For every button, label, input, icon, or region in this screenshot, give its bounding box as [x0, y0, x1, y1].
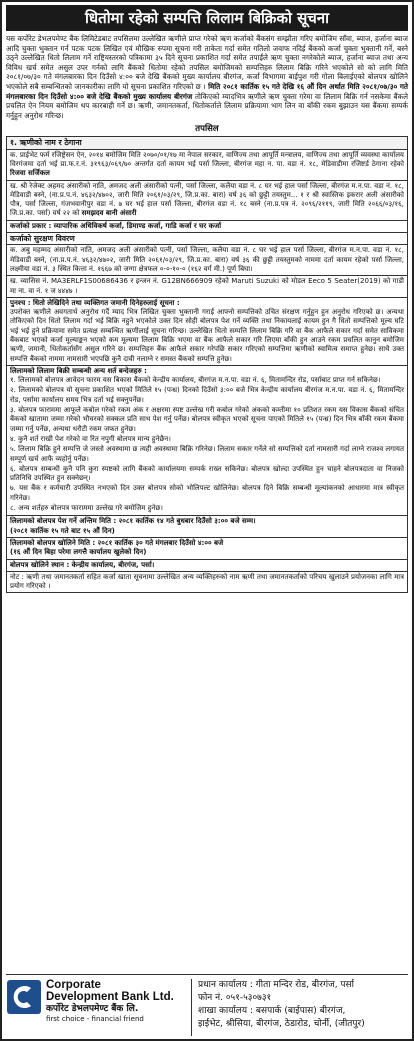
bank-name-np: कर्पोरेट डेभलपमेण्ट बैंक लि. [46, 1004, 139, 1014]
term-item: ४. कुनै शर्त राखी पेश गरेको वा रित नपुगी बोलपत्र मान्य हुनेछैन। [10, 434, 171, 443]
tapsil-table [6, 136, 408, 593]
term-item: ५. लिलाम बिक्रि हुने सम्पत्ति जे जस्तो अवस्थामा छ त्यही अवस्थामा बिक्रि गरिनेछ। लिलाम सकार गर्नेले सो सम्पत्तिको दर्ता नामसारी गर्दा लाग्ने राजश्व लगायत सम्पूर्ण खर्च आफै व्यहोर्नु पर्नेछ। [10, 445, 404, 463]
term-item: ३. बोलपत्र फाराममा आफूले कबोल गरेको रकम अंक र अक्षरमा स्पष्ट उल्लेख गरी कबोल गरेको अंकको कम्तीमा १० प्रतिशत रकम यस विकास बैंकको संचित बैंकको खातामा जम्मा गरेको भौचरको सक्कल प्रति साथ पेश गर्नु पर्नेछ। बोलपत्र स्वीकृत भएको सूचना पाएको मितिले १५ (पन्ध्र) दिन भित्र बाँकी रकम बैंकमा जम्मा गर्नु पर्नेछ, अन्यथा धरौटी रकम जफत हुनेछ। [10, 406, 404, 433]
bank-contact [191, 979, 408, 1036]
intro-bold: मिति २०८१ कार्तिक १५ गते देखि १६ औं दिन अर्थात मिति २०८१/०७/३० गते मंगलबारका दिन दिउँसो ४:०० बजे देखि बैंकको मुख्य कार्यालय बीरगंज [6, 81, 408, 101]
deadline-open-date: लिलामको बोलपत्र खोलिने मिति : २०८१ कार्तिक ३० गते मंगलबार दिउँसो ४:०० बजे [10, 538, 224, 547]
section1-header: १. ऋणीको नाम र ठेगाना [7, 137, 408, 149]
phone: फोन नं. ०५१-५३०७३१ [198, 993, 272, 1003]
borrower-firm-row [7, 149, 408, 180]
bank-tagline: first choice - financial friend [46, 1015, 144, 1023]
head-office: प्रधान कार्यालय : गीता मन्दिर रोड, बीरगंज, पर्सा [198, 980, 354, 990]
term-item: २. लिलामको बोलपत्र यो सूचना प्रकाशित भएको मितिले १५ (पन्ध्र) दिनको दिउँसो ३:०० बजे भित्र केन्द्रीय कार्यालय बीरगंज म.न.पा. वडा नं. ६, मितामन्दिर रोड, पर्सामा कार्यालय समय भित्र दर्ता भई सक्नुपर्नेछ। [10, 386, 404, 404]
bank-name-block [46, 979, 174, 1024]
term-item: ८. अन्य शर्तहरु बोलपत्र फाराममा उल्लेख गरे बमोजिम हुनेछ। [10, 504, 163, 513]
intro-text: यस कर्पोरेट डेभलपमेण्ट बैंक लिमिटेडबाट तपसिलमा उल्लेखित ऋणीले प्राप्त गरेको ऋण कर्जाको बैंकसंग सम्झौता गरिए बमोजिम साँवा, ब्याज, हर्जाना ब्याज आदि चुक्ता भुक्तान गर्न पटक पटक लिखित एवं मौखिक रुपमा सूचना गरी ताकेता गर्दा समेत गतिलो जवाफ नदिई बैंकको कर्जा चुक्ता भुक्तानी गर्ने, बस्ने उठ्ने उल्लेखित धितो लिलाम गर्ने राष्ट्रियस्तरको पत्रिकामा ३५ दिने सूचना प्रकाशित गर्दा समेत तपाईंले ऋण चुक्ता नगरेकोले ब्याज, हर्जाना ब्याज तथा अन्य विविध खर्च समेत असुल उपर गर्नको लागि बैंकको धितोमा रहेको तपसिल बमोजिमको सम्पत्तिहरु लिलाम बिक्रि गरिने भएकोले सो को लागि मिति २०८१/०७/३० गते मंगलबारका दिन दिउँसो ४:०० बजे देखि बैंकको मुख्य कार्यालय बीरगंज, कर्जा विभागमा बाईपुश गरी गोला बिलाईएको बोलपत्र खोलिने भएकोले सबै सम्बन्धितको जानकारीका लागि यो सूचना प्रकाशित गरिएको छ । [6, 34, 408, 91]
loan-type: कर्जाको प्रकार : व्यापारिक अधिविकर्ष कर्जा, डिमाण्ड कर्जा, गाडि कर्जा र घर कर्जा [7, 220, 408, 232]
borrower-person-name: समझदव बानी अंसारी [81, 209, 137, 218]
term-item: ६. बोलपत्र सम्बन्धी कुनै पनि कुरा स्पष्टको लागि बैंकको कार्यालयमा सम्पर्क राख्न सकिनेछ। बोलपत्र खोल्दा उपस्थित हुन चाहने बोलपत्रदाता वा निजको प्रतिनिधि उपस्थित हुन सक्नेछन्। [10, 464, 404, 483]
borrower-person-row [7, 180, 408, 220]
terms-block [7, 365, 408, 515]
bank-footer [6, 974, 408, 1036]
branch-office: शाखा कार्यालय : बसपार्क (बाईपास) बीरगंज, [198, 1006, 346, 1016]
notice-title: धितोमा रहेको सम्पत्ति लिलाम बिक्रिको सूचना [6, 5, 408, 31]
deadline-submit [7, 516, 408, 538]
bank-name-en-1: Corporate [46, 979, 101, 991]
tapsil-label: तपसिल [195, 124, 219, 135]
guarantor-notice-body: उपरोक्त ऋणीले अवगतार्थ अनुरोध गर्दै म्याद भित्र लिखित चुक्ता भुक्तानी गराई आफ्नो सम्पत्तिको उचित संरक्षण गर्नुहुन हुन अनुरोध गरिएको छ। अन्यथा तोकिएको दिन धितो लिलाम गर्दा भई बिक्रि नहुने भएकोले उक्त दिन सोही बोलपत्र पेश गर्ने व्यक्ति तथा निकायलाई कायम हुन गै धितो सम्पत्तिको मूल्य घटि भई भई हुने प्रक्रियामा समेत प्रत्यक्ष सम्बन्धित ऋणीलाई सूचना गरिन्छ। उल्लेखित धितो सम्पत्ति लिलाम बिक्रि गरि वा बैंक आफैले सकार गर्दा समेत साविकमा बैंकबाट भएको कर्जा मूल्याङ्कन भएको कम मूल्यमा लिलाम बिक्रि भएमा वा बैंक आफैले सकार गरि लिएमा बाँकी हुन आउने रकम प्रचलित कानुन बमोजिम ऋणी, जमानी, धितोकर्तासँग असुल गरिने छ। सम्पत्तिहरु बैंक आफैले सकार गरेपछि सकार गरिएको सम्पत्तिमा ऋणीको स्वामित्व समाप्त हुनेछ। साथै उक्त सम्पत्ति बैंकको नाममा नामसारी भएपछि कुनै दावी नलाग्ने र समस्त बैंकको सम्पत्ति हुनेछ। [10, 308, 404, 363]
notice-intro [6, 34, 408, 120]
borrower-firm-name: रिजवा सर्जिकल [10, 169, 50, 178]
footnote: नोट : ऋणी तथा जमानतकर्ता सहित कर्जा खाता सूचनामा उल्लेखित अन्य व्यक्तिहरुको नाम ऋणी तथा जमानतकर्ताको परिचय खुलाउने प्रयोजनका लागि मात्र प्रयोग गरिएको । [7, 571, 408, 592]
deadline-open [7, 537, 408, 559]
opening-place: बोलपत्र खोलिने स्थान : केन्द्रीय कार्यालय, बीरगंज, पर्सा। [7, 559, 408, 571]
borrower-firm-text: क. प्राईभेट फर्म रजिष्ट्रेसन ऐन, २०१४ बमोजिम मिति २०७०/०१/१७ मा नेपाल सरकार, वाणिज्य तथा आपूर्ति मन्त्रालय, वाणिज्य तथा आपूर्ति व्यवस्था कार्यालय विरगंजमा दर्ता भई प्रा.फ.र.नं. ३१९६३/०६९/७० अन्तर्गत दर्ता कायम भई पर्सा जिल्ला, बीरगंज महा न. पा. वडा नं. १८, मेडिवाडीमा रजिष्टर्ड ठेगाना रहेको [10, 150, 404, 168]
borrower-person-text: ख. श्री रेजेक्ट अहमद अंसारीको नाति, अमजद अली अंसारीको पत्नी, पर्सा जिल्ला, कलैया वडा नं. ८ घर भई हाल पर्सा जिल्ला, बीरगंज म.न.पा. वडा नं. १८, मेडिवाडी बस्ने, (ना.प्र.प.नं. ४६३२/४७०२, जारी मिति २०६१/०३/२९, जि.प्र.का. बारा) वर्ष ३६ को छुट्टी तयस्तुम... १ र श्री स्वास्तिक इकरार अली अंसारीको पौत्र, पर्सा जिल्ला, गंजभवानीपुर वडा नं. ७ घर भई हाल पर्सा जिल्ला, बीरगंज वडा नं. १८ बस्ने (ना.प्र.पत्र नं. २०९६/२११९, जारी मिति २०६६/०३/१६, जि.प्र.का. पर्सा) वर्ष २२ को [10, 181, 404, 218]
bank-logo-icon [6, 979, 42, 1015]
deadline-open-note: (१६ औं दिन बिहा परेमा लगत्तै कार्यालय खुलेको दिन) [10, 548, 147, 557]
term-item: १. लिलामको बोलपत्र आवेदन फारम यस बिकास बैंकको केन्द्रीय कार्यालय, बीरगंज म.न.पा. वडा नं. ६, मितामन्दिर रोड, पर्साबाट प्राप्त गर्न सकिनेछ। [10, 376, 381, 385]
term-item: ७. यस बैंक र कर्मचारी उपस्थित नभएको दिन उक्त बोलपत्र सोको भोलिपल्ट खोलिनेछ। बोलपत्र दिने बिक्रि सम्बन्धी मूल्यांकनको आधारमा मात्र स्वीकृत गरिनेछ। [10, 484, 404, 502]
branch-list: इाईभेट, श्रीसिया, बीरगंज, ठेडारोड, चोर्नी, (जीतपुर) [198, 1019, 365, 1029]
collateral-header: कर्जाको सुरक्षण विवरण [7, 233, 408, 245]
deadline-submit-note: (२०८१ कार्तिक १५ गते बाट १५ औं दिन) [10, 526, 115, 535]
intro-tail: तोकिएको म्यादभित्र ऋणीले ऋण चुक्ता गरेमा वा लिलाम बिक्रि गर्न नसकेमा बैंकले प्रचलित ऐन नियम बमोजिम थप कारबाही गर्ने छ। ऋणी, जमानतकर्ता, धितोकर्ताले लिलाम प्रक्रियामा भाग लिन वा बाँकी रकम बुझाउन यस बैंकमा सम्पर्क गर्नुहुन अनुरोध गरिन्छ। [6, 91, 408, 120]
bank-name-en-2: Development Bank Ltd. [46, 991, 174, 1003]
terms-header: लिलामको लिलाम बिक्री सम्बन्धी अन्य शर्त बन्देजहरु : [10, 366, 147, 375]
collateral-land: क. अबु महम्मद अंसारीको नाति, अमजद अली अंसारीको पत्नी, पर्सा जिल्ला, कलैया वडा नं. ८ घर भई हाल पर्सा जिल्ला, बीरगंज म.न.पा. वडा नं. १८, मेडिवाडी बस्ने, (ना.प्र.प.नं. ४६३२/४७०२, जारी मिति २०६१/०३/२९, जि.प्र.का. बारा) वर्ष ३६ की छुट्टी तयस्तुमको नाममा दर्ता कायम रहेको पर्सा जिल्ला, लक्ष्मीया वडा नं. ३ स्थित कित्ता नं. १६६७ को जग्गा क्षेत्रफल ०-०-१०-० (१६२ वर्ग मी.) पूर्ण बिघा। [7, 245, 408, 276]
guarantor-notice-head: पुनश्च : धितो लेखिदिने तथा व्यक्तिगत जमानी दिनेहरुलाई सूचना : [10, 298, 180, 307]
bank-logo-block [6, 979, 191, 1036]
guarantor-notice [7, 297, 408, 365]
collateral-vehicle: ख. व्यासिस नं. MA3ERLF1S00686436 र इन्जन नं. G12BN666909 रहेको Maruti Suzuki को मोडल Eeco 5 Seater(2019) को गाडी मा ना. वा नं. १ ज ४४४७ । [7, 276, 408, 298]
deadline-submit-date: लिलामको बोलपत्र पेश गर्ने अन्तिम मिति : २०८१ कार्तिक १४ गते बुधबार दिउँसो ३:०० बजे सम्म। [10, 517, 256, 526]
